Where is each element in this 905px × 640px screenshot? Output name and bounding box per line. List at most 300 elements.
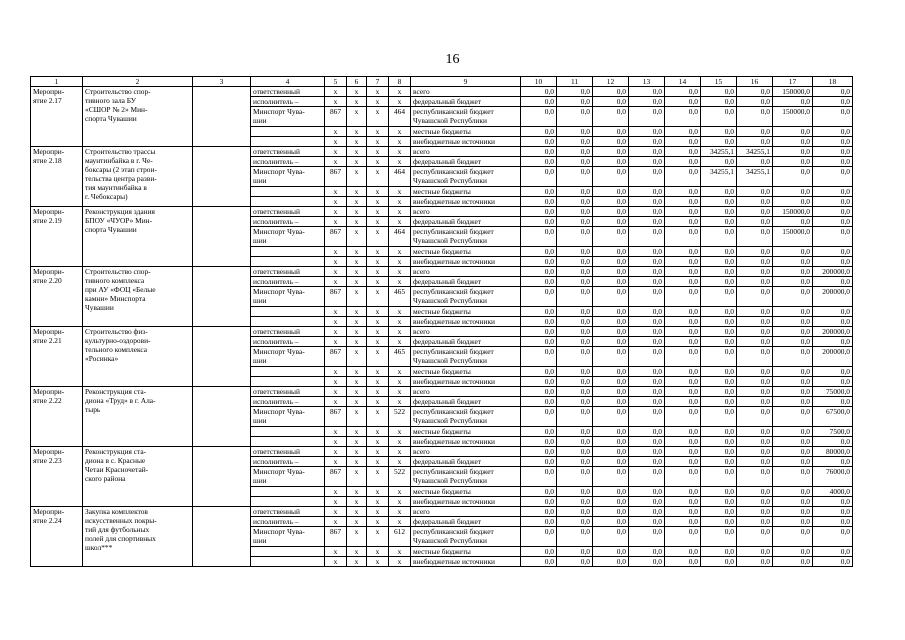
funding-source-cell: всего [411,147,521,157]
amount-cell: 0,0 [773,527,813,547]
amount-cell: 0,0 [557,367,593,377]
measure-name-cell [83,327,193,387]
code-cell: x [325,327,347,337]
code-cell: x [325,147,347,157]
table-row [31,327,853,337]
code-cell: x [325,97,347,107]
table-row [31,507,853,517]
amount-cell: 0,0 [665,427,701,437]
amount-cell: 0,0 [773,497,813,507]
code-cell: x [367,187,389,197]
amount-cell: 0,0 [701,227,737,247]
responsible-cell: исполнитель – [251,217,325,227]
code-cell: x [389,557,411,567]
code-cell: x [389,97,411,107]
column-number-cell: 9 [411,77,521,87]
measure-name-cell [83,447,193,507]
funding-source-line: республиканский бюджет [413,467,494,476]
amount-cell: 0,0 [773,157,813,167]
amount-cell: 0,0 [629,387,665,397]
amount-cell: 0,0 [701,267,737,277]
amount-cell: 0,0 [665,347,701,367]
amount-cell: 0,0 [773,187,813,197]
column-number-cell: 13 [629,77,665,87]
header-row [31,77,853,87]
amount-cell: 0,0 [593,517,629,527]
amount-cell: 0,0 [521,167,557,187]
amount-cell: 0,0 [813,257,853,267]
amount-cell: 0,0 [557,527,593,547]
code-cell: x [325,427,347,437]
measure-name-line: тивного зала БУ [85,96,137,105]
amount-cell: 0,0 [521,557,557,567]
code-cell: x [367,107,389,127]
amount-cell: 0,0 [629,337,665,347]
amount-cell: 0,0 [521,377,557,387]
amount-cell: 0,0 [701,327,737,337]
amount-cell: 0,0 [773,147,813,157]
funding-source-line: Чувашской Республики [413,416,487,425]
amount-cell: 0,0 [773,387,813,397]
amount-cell: 0,0 [521,307,557,317]
measure-name-line: тельства центра разви- [85,174,157,183]
amount-cell: 0,0 [701,387,737,397]
amount-cell: 0,0 [521,87,557,97]
amount-cell: 0,0 [593,427,629,437]
amount-cell: 0,0 [557,167,593,187]
amount-cell: 0,0 [557,337,593,347]
amount-cell: 0,0 [813,317,853,327]
amount-cell: 0,0 [773,267,813,277]
amount-cell: 0,0 [701,447,737,457]
code-cell: x [325,217,347,227]
amount-cell: 0,0 [593,447,629,457]
funding-source-cell: всего [411,267,521,277]
code-cell: x [389,377,411,387]
amount-cell: 75000,0 [813,387,853,397]
amount-cell: 0,0 [813,457,853,467]
code-cell: x [367,437,389,447]
code-cell: x [389,87,411,97]
responsible-line: Минспорт Чува- [253,287,305,296]
amount-cell: 0,0 [629,497,665,507]
amount-cell: 0,0 [557,547,593,557]
amount-cell: 0,0 [773,447,813,457]
amount-cell: 0,0 [773,167,813,187]
amount-cell: 0,0 [593,167,629,187]
code-cell: x [347,97,367,107]
column-number-cell: 16 [737,77,773,87]
code-cell: 867 [325,167,347,187]
amount-cell: 0,0 [521,147,557,157]
code-cell: x [347,367,367,377]
measure-id-line: ятие 2.21 [33,336,62,345]
responsible-cell [251,557,325,567]
responsible-cell [251,527,325,547]
amount-cell: 0,0 [665,487,701,497]
amount-cell: 0,0 [737,337,773,347]
responsible-cell: ответственный [251,507,325,517]
measure-name-cell [83,147,193,207]
amount-cell: 0,0 [773,307,813,317]
amount-cell: 0,0 [665,307,701,317]
code-cell: x [347,487,367,497]
amount-cell: 0,0 [701,347,737,367]
amount-cell: 0,0 [593,387,629,397]
measure-name-line: искусственных покры- [85,516,157,525]
amount-cell: 0,0 [629,447,665,457]
code-cell: x [367,377,389,387]
measure-name-line: Строительство физ- [85,327,148,336]
amount-cell: 0,0 [557,507,593,517]
amount-cell: 0,0 [593,327,629,337]
amount-cell: 0,0 [521,187,557,197]
funding-source-line: республиканский бюджет [413,227,494,236]
code-cell: x [325,197,347,207]
amount-cell: 0,0 [665,397,701,407]
measure-name-line: Реконструкция здания [85,207,155,216]
code-cell: 867 [325,227,347,247]
amount-cell: 0,0 [557,517,593,527]
amount-cell: 0,0 [593,107,629,127]
amount-cell: 0,0 [665,157,701,167]
responsible-cell [251,377,325,387]
amount-cell: 0,0 [665,507,701,517]
measure-name-line: тий для футбольных [85,525,150,534]
amount-cell: 0,0 [701,287,737,307]
amount-cell: 0,0 [629,527,665,547]
responsible-cell [251,497,325,507]
amount-cell: 0,0 [773,277,813,287]
code-cell: x [367,267,389,277]
amount-cell: 0,0 [629,317,665,327]
code-cell: x [347,107,367,127]
code-cell: x [389,497,411,507]
amount-cell: 0,0 [557,87,593,97]
amount-cell: 0,0 [521,97,557,107]
funding-source-cell: федеральный бюджет [411,337,521,347]
code-cell: x [389,427,411,437]
amount-cell: 0,0 [593,507,629,517]
measure-name-line: при АУ «ФОЦ «Белые [85,285,156,294]
amount-cell: 0,0 [593,347,629,367]
code-cell: x [325,517,347,527]
amount-cell: 0,0 [701,517,737,527]
amount-cell: 0,0 [629,327,665,337]
measure-id-line: Меропри- [33,147,65,156]
responsible-line: Минспорт Чува- [253,347,305,356]
code-cell: x [347,147,367,157]
amount-cell: 0,0 [701,197,737,207]
amount-cell: 0,0 [593,187,629,197]
funding-source-cell: местные бюджеты [411,547,521,557]
amount-cell: 0,0 [701,527,737,547]
table-row [31,267,853,277]
amount-cell: 0,0 [521,517,557,527]
amount-cell: 0,0 [629,127,665,137]
amount-cell: 0,0 [665,287,701,307]
amount-cell: 0,0 [557,437,593,447]
responsible-cell [251,467,325,487]
code-cell: x [347,467,367,487]
code-cell: x [389,437,411,447]
code-cell: x [347,557,367,567]
measure-name-line: диона в с. Красные [85,456,146,465]
amount-cell: 76000,0 [813,467,853,487]
funding-source-cell: всего [411,387,521,397]
amount-cell: 0,0 [737,227,773,247]
code-cell: x [325,487,347,497]
column-number-cell: 14 [665,77,701,87]
code-cell: x [347,327,367,337]
empty-cell [193,387,251,447]
amount-cell: 0,0 [737,217,773,227]
funding-source-line: Чувашской Республики [413,176,487,185]
code-cell: x [367,387,389,397]
funding-source-line: республиканский бюджет [413,107,494,116]
responsible-cell: исполнитель – [251,397,325,407]
code-cell: x [389,147,411,157]
amount-cell: 0,0 [557,227,593,247]
code-cell: x [389,257,411,267]
amount-cell: 0,0 [557,377,593,387]
measure-name-line: спорта Чувашии [85,225,137,234]
amount-cell: 0,0 [557,97,593,107]
funding-source-cell: местные бюджеты [411,187,521,197]
measure-id-line: Меропри- [33,507,65,516]
amount-cell: 0,0 [557,327,593,337]
amount-cell: 0,0 [521,197,557,207]
code-cell: x [347,497,367,507]
amount-cell: 0,0 [773,557,813,567]
amount-cell: 0,0 [773,547,813,557]
column-number-cell: 11 [557,77,593,87]
code-cell: x [389,547,411,557]
code-cell: 867 [325,527,347,547]
amount-cell: 0,0 [665,407,701,427]
responsible-line: шии [253,356,267,365]
code-cell: x [367,277,389,287]
amount-cell: 0,0 [521,227,557,247]
amount-cell: 0,0 [557,107,593,127]
responsible-cell: ответственный [251,267,325,277]
measure-name-line: «СШОР № 2» Мин- [85,105,148,114]
responsible-line: шии [253,296,267,305]
amount-cell: 0,0 [737,397,773,407]
amount-cell: 0,0 [629,397,665,407]
amount-cell: 0,0 [701,337,737,347]
amount-cell: 0,0 [665,227,701,247]
amount-cell: 0,0 [813,147,853,157]
measure-id-cell [31,87,83,147]
amount-cell: 4000,0 [813,487,853,497]
funding-source-cell [411,107,521,127]
code-cell: x [325,437,347,447]
amount-cell: 0,0 [813,377,853,387]
code-cell: x [367,397,389,407]
code-cell: x [325,307,347,317]
code-cell: x [367,157,389,167]
funding-source-cell: федеральный бюджет [411,457,521,467]
amount-cell: 34255,1 [701,147,737,157]
code-cell: x [367,97,389,107]
amount-cell: 0,0 [521,347,557,367]
amount-cell: 0,0 [557,197,593,207]
measure-name-cell [83,507,193,567]
amount-cell: 0,0 [521,317,557,327]
code-cell: x [367,137,389,147]
code-cell: x [347,227,367,247]
measure-name-line: Строительство трассы [85,147,156,156]
amount-cell: 0,0 [521,367,557,377]
code-cell: x [347,407,367,427]
amount-cell: 0,0 [629,197,665,207]
amount-cell: 0,0 [773,327,813,337]
funding-source-cell: местные бюджеты [411,247,521,257]
amount-cell: 0,0 [701,437,737,447]
amount-cell: 0,0 [665,147,701,157]
amount-cell: 150000,0 [773,227,813,247]
amount-cell: 0,0 [557,137,593,147]
amount-cell: 0,0 [813,157,853,167]
amount-cell: 0,0 [737,547,773,557]
amount-cell: 200000,0 [813,287,853,307]
code-cell: x [367,147,389,157]
amount-cell: 0,0 [593,197,629,207]
responsible-cell [251,427,325,437]
code-cell: x [389,367,411,377]
code-cell: x [325,157,347,167]
amount-cell: 0,0 [557,427,593,437]
code-cell: x [325,387,347,397]
funding-source-line: Чувашской Республики [413,476,487,485]
code-cell: x [367,247,389,257]
amount-cell: 0,0 [557,217,593,227]
amount-cell: 0,0 [737,277,773,287]
measure-name-line: Закупка комплектов [85,507,148,516]
amount-cell: 0,0 [773,367,813,377]
responsible-cell [251,227,325,247]
amount-cell: 0,0 [773,337,813,347]
amount-cell: 0,0 [813,107,853,127]
code-cell: x [367,87,389,97]
measure-name-line: боксары (2 этап строи- [85,165,157,174]
amount-cell: 0,0 [813,217,853,227]
amount-cell: 0,0 [629,97,665,107]
measure-id-line: Меропри- [33,387,65,396]
amount-cell: 0,0 [813,227,853,247]
funding-source-cell [411,347,521,367]
amount-cell: 67500,0 [813,407,853,427]
funding-source-line: Чувашской Республики [413,236,487,245]
amount-cell: 0,0 [701,507,737,517]
amount-cell: 0,0 [665,387,701,397]
funding-source-cell: всего [411,87,521,97]
code-cell: x [389,327,411,337]
amount-cell: 0,0 [773,347,813,367]
measure-id-cell [31,147,83,207]
funding-source-cell: внебюджетные источники [411,557,521,567]
measure-name-line: «Росинка» [85,354,119,363]
responsible-cell [251,547,325,557]
amount-cell: 0,0 [593,467,629,487]
funding-source-cell: федеральный бюджет [411,97,521,107]
amount-cell: 0,0 [629,87,665,97]
amount-cell: 0,0 [593,397,629,407]
responsible-line: Минспорт Чува- [253,107,305,116]
amount-cell: 0,0 [701,277,737,287]
responsible-cell: ответственный [251,87,325,97]
budget-table [30,76,853,567]
code-cell: x [367,507,389,517]
amount-cell: 0,0 [629,167,665,187]
funding-source-cell: всего [411,207,521,217]
amount-cell: 0,0 [629,377,665,387]
amount-cell: 0,0 [521,287,557,307]
responsible-cell [251,437,325,447]
table-row [31,207,853,217]
amount-cell: 0,0 [521,127,557,137]
amount-cell: 0,0 [593,497,629,507]
funding-source-cell [411,227,521,247]
amount-cell: 0,0 [737,157,773,167]
amount-cell: 0,0 [701,547,737,557]
measure-name-cell [83,387,193,447]
amount-cell: 0,0 [813,167,853,187]
funding-source-cell: федеральный бюджет [411,517,521,527]
funding-source-cell [411,467,521,487]
measure-id-cell [31,267,83,327]
amount-cell: 0,0 [701,467,737,487]
amount-cell: 0,0 [593,157,629,167]
code-cell: x [367,447,389,457]
code-cell: x [347,447,367,457]
measure-name-line: тивного комплекса [85,276,145,285]
code-cell: x [325,187,347,197]
amount-cell: 0,0 [701,127,737,137]
amount-cell: 0,0 [665,127,701,137]
amount-cell: 0,0 [665,137,701,147]
amount-cell: 0,0 [629,407,665,427]
code-cell: x [347,217,367,227]
responsible-cell [251,487,325,497]
amount-cell: 0,0 [593,127,629,137]
amount-cell: 0,0 [701,207,737,217]
code-cell: x [389,387,411,397]
amount-cell: 0,0 [521,407,557,427]
code-cell: x [325,367,347,377]
funding-source-line: Чувашской Республики [413,356,487,365]
responsible-line: шии [253,236,267,245]
measure-name-line: БПОУ «ЧУОР» Мин- [85,216,153,225]
amount-cell: 0,0 [629,157,665,167]
amount-cell: 0,0 [813,517,853,527]
amount-cell: 0,0 [773,217,813,227]
funding-source-cell: местные бюджеты [411,427,521,437]
amount-cell: 0,0 [701,557,737,567]
page-number: 16 [445,52,460,67]
amount-cell: 0,0 [557,277,593,287]
table-row [31,87,853,97]
amount-cell: 0,0 [665,377,701,387]
amount-cell: 0,0 [773,377,813,387]
code-cell: x [325,457,347,467]
amount-cell: 0,0 [665,557,701,567]
code-cell: x [367,227,389,247]
amount-cell: 0,0 [557,157,593,167]
column-number-cell: 10 [521,77,557,87]
code-cell: x [367,517,389,527]
